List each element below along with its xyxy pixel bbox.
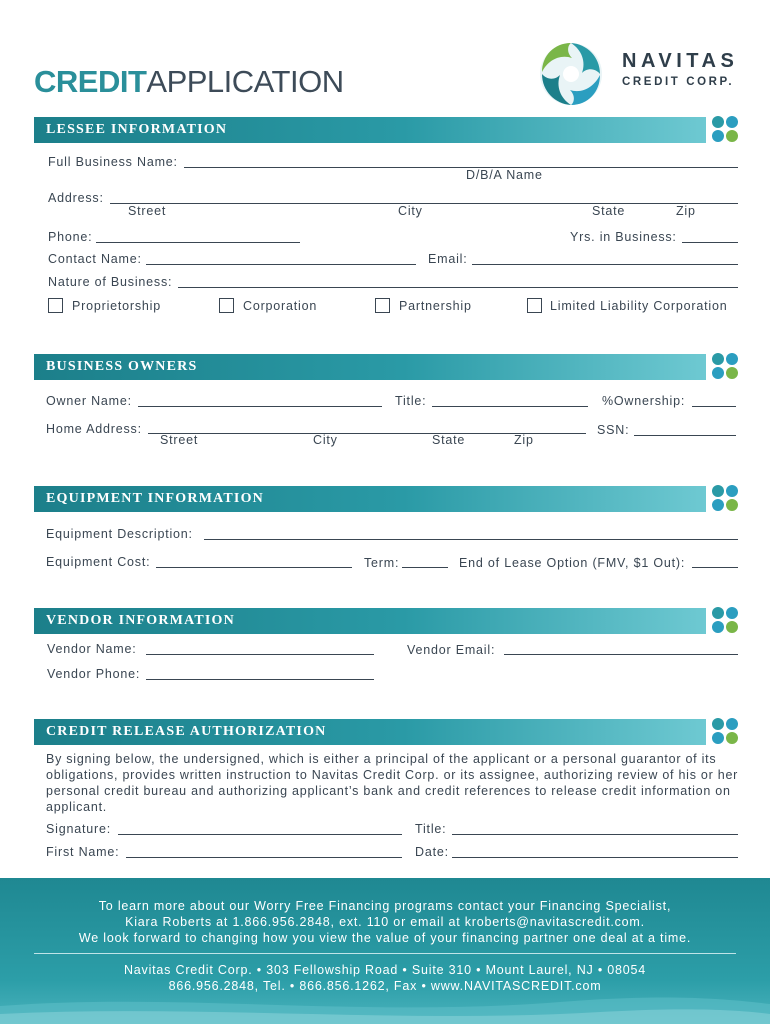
owner-title-label: Title: <box>395 394 427 408</box>
credit-release-paragraph: By signing below, the undersigned, which is either a principal of the applicant or a personal guarantor of its obligations, provides written instruction to Navitas Credit Corp. or its assignee, authorizing review of his or her personal credit bureau and authorizing applicant’s bank and credit references to release credit information on applicant. <box>46 752 739 814</box>
date-label: Date: <box>415 845 449 859</box>
footer-line-5: 866.956.2848, Tel. • 866.856.1262, Fax • www.NAVITASCREDIT.com <box>168 979 602 993</box>
footer-line-1: To learn more about our Worry Free Financing programs contact your Financing Specialist, <box>98 899 672 913</box>
contact-name-label: Contact Name: <box>48 252 142 266</box>
term-field[interactable] <box>402 567 448 568</box>
decorative-dots-icon <box>712 116 740 144</box>
vendor-phone-field[interactable] <box>146 679 374 680</box>
address-label: Address: <box>48 191 104 205</box>
navitas-logo <box>538 34 738 114</box>
title-bold: CREDIT <box>34 64 147 99</box>
business-owners-header: BUSINESS OWNERS <box>34 354 706 380</box>
corporation-checkbox[interactable] <box>219 298 234 313</box>
lessee-information-header: LESSEE INFORMATION <box>34 117 706 143</box>
owner-name-label: Owner Name: <box>46 394 132 408</box>
end-of-lease-field[interactable] <box>692 567 738 568</box>
partnership-label: Partnership <box>399 299 472 313</box>
email-label: Email: <box>428 252 468 266</box>
signature-label: Signature: <box>46 822 111 836</box>
home-address-label: Home Address: <box>46 422 142 436</box>
swirl-logo-icon <box>538 34 604 114</box>
footer-wave-decoration <box>0 984 770 1024</box>
llc-label: Limited Liability Corporation <box>550 299 728 313</box>
ownership-label: %Ownership: <box>602 394 686 408</box>
nature-of-business-field[interactable] <box>178 287 738 288</box>
full-business-name-field[interactable] <box>184 167 738 168</box>
vendor-email-label: Vendor Email: <box>407 643 496 657</box>
vendor-phone-label: Vendor Phone: <box>47 667 141 681</box>
logo-wordmark: NAVITAS <box>622 50 739 72</box>
credit-title-label: Title: <box>415 822 447 836</box>
phone-label: Phone: <box>48 230 93 244</box>
city-label: City <box>398 204 423 218</box>
end-of-lease-label: End of Lease Option (FMV, $1 Out): <box>459 556 686 570</box>
home-state-label: State <box>432 433 466 447</box>
equipment-cost-field[interactable] <box>156 567 352 568</box>
home-street-label: Street <box>160 433 199 447</box>
llc-checkbox[interactable] <box>527 298 542 313</box>
home-city-label: City <box>313 433 338 447</box>
ssn-label: SSN: <box>597 423 630 437</box>
footer-line-2: Kiara Roberts at 1.866.956.2848, ext. 110 or email at kroberts@navitascredit.com. <box>125 915 645 929</box>
decorative-dots-icon <box>712 607 740 635</box>
nature-of-business-label: Nature of Business: <box>48 275 173 289</box>
term-label: Term: <box>364 556 400 570</box>
equipment-description-label: Equipment Description: <box>46 527 193 541</box>
decorative-dots-icon <box>712 485 740 513</box>
proprietorship-checkbox[interactable] <box>48 298 63 313</box>
vendor-email-field[interactable] <box>504 654 738 655</box>
decorative-dots-icon <box>712 718 740 746</box>
footer-divider <box>34 953 736 954</box>
footer <box>0 878 770 1024</box>
logo-subtitle: CREDIT CORP. <box>622 76 735 88</box>
corporation-label: Corporation <box>243 299 318 313</box>
equipment-information-header: EQUIPMENT INFORMATION <box>34 486 706 512</box>
partnership-checkbox[interactable] <box>375 298 390 313</box>
full-business-name-label: Full Business Name: <box>48 155 178 169</box>
owner-title-field[interactable] <box>432 406 588 407</box>
equipment-description-field[interactable] <box>204 539 738 540</box>
home-zip-label: Zip <box>514 433 534 447</box>
decorative-dots-icon <box>712 353 740 381</box>
owner-name-field[interactable] <box>138 406 382 407</box>
page-title <box>34 64 344 100</box>
state-label: State <box>592 204 626 218</box>
email-field[interactable] <box>472 264 738 265</box>
title-light: APPLICATION <box>146 64 344 99</box>
credit-title-field[interactable] <box>452 834 738 835</box>
dba-name-label: D/B/A Name <box>466 168 543 182</box>
zip-label: Zip <box>676 204 696 218</box>
first-name-label: First Name: <box>46 845 120 859</box>
footer-line-4: Navitas Credit Corp. • 303 Fellowship Road • Suite 310 • Mount Laurel, NJ • 08054 <box>123 963 647 977</box>
ownership-field[interactable] <box>692 406 736 407</box>
first-name-field[interactable] <box>126 857 402 858</box>
footer-contact-text <box>0 898 770 946</box>
contact-name-field[interactable] <box>146 264 416 265</box>
phone-field[interactable] <box>96 242 300 243</box>
ssn-field[interactable] <box>634 435 736 436</box>
equipment-cost-label: Equipment Cost: <box>46 555 151 569</box>
footer-line-3: We look forward to changing how you view the value of your financing partner one deal at a time. <box>78 931 692 945</box>
signature-field[interactable] <box>118 834 402 835</box>
address-field[interactable] <box>110 203 738 204</box>
vendor-name-label: Vendor Name: <box>47 642 137 656</box>
street-label: Street <box>128 204 167 218</box>
date-field[interactable] <box>452 857 738 858</box>
vendor-information-header: VENDOR INFORMATION <box>34 608 706 634</box>
vendor-name-field[interactable] <box>146 654 374 655</box>
yrs-in-business-field[interactable] <box>682 242 738 243</box>
yrs-in-business-label: Yrs. in Business: <box>570 230 677 244</box>
proprietorship-label: Proprietorship <box>72 299 162 313</box>
credit-release-header: CREDIT RELEASE AUTHORIZATION <box>34 719 706 745</box>
